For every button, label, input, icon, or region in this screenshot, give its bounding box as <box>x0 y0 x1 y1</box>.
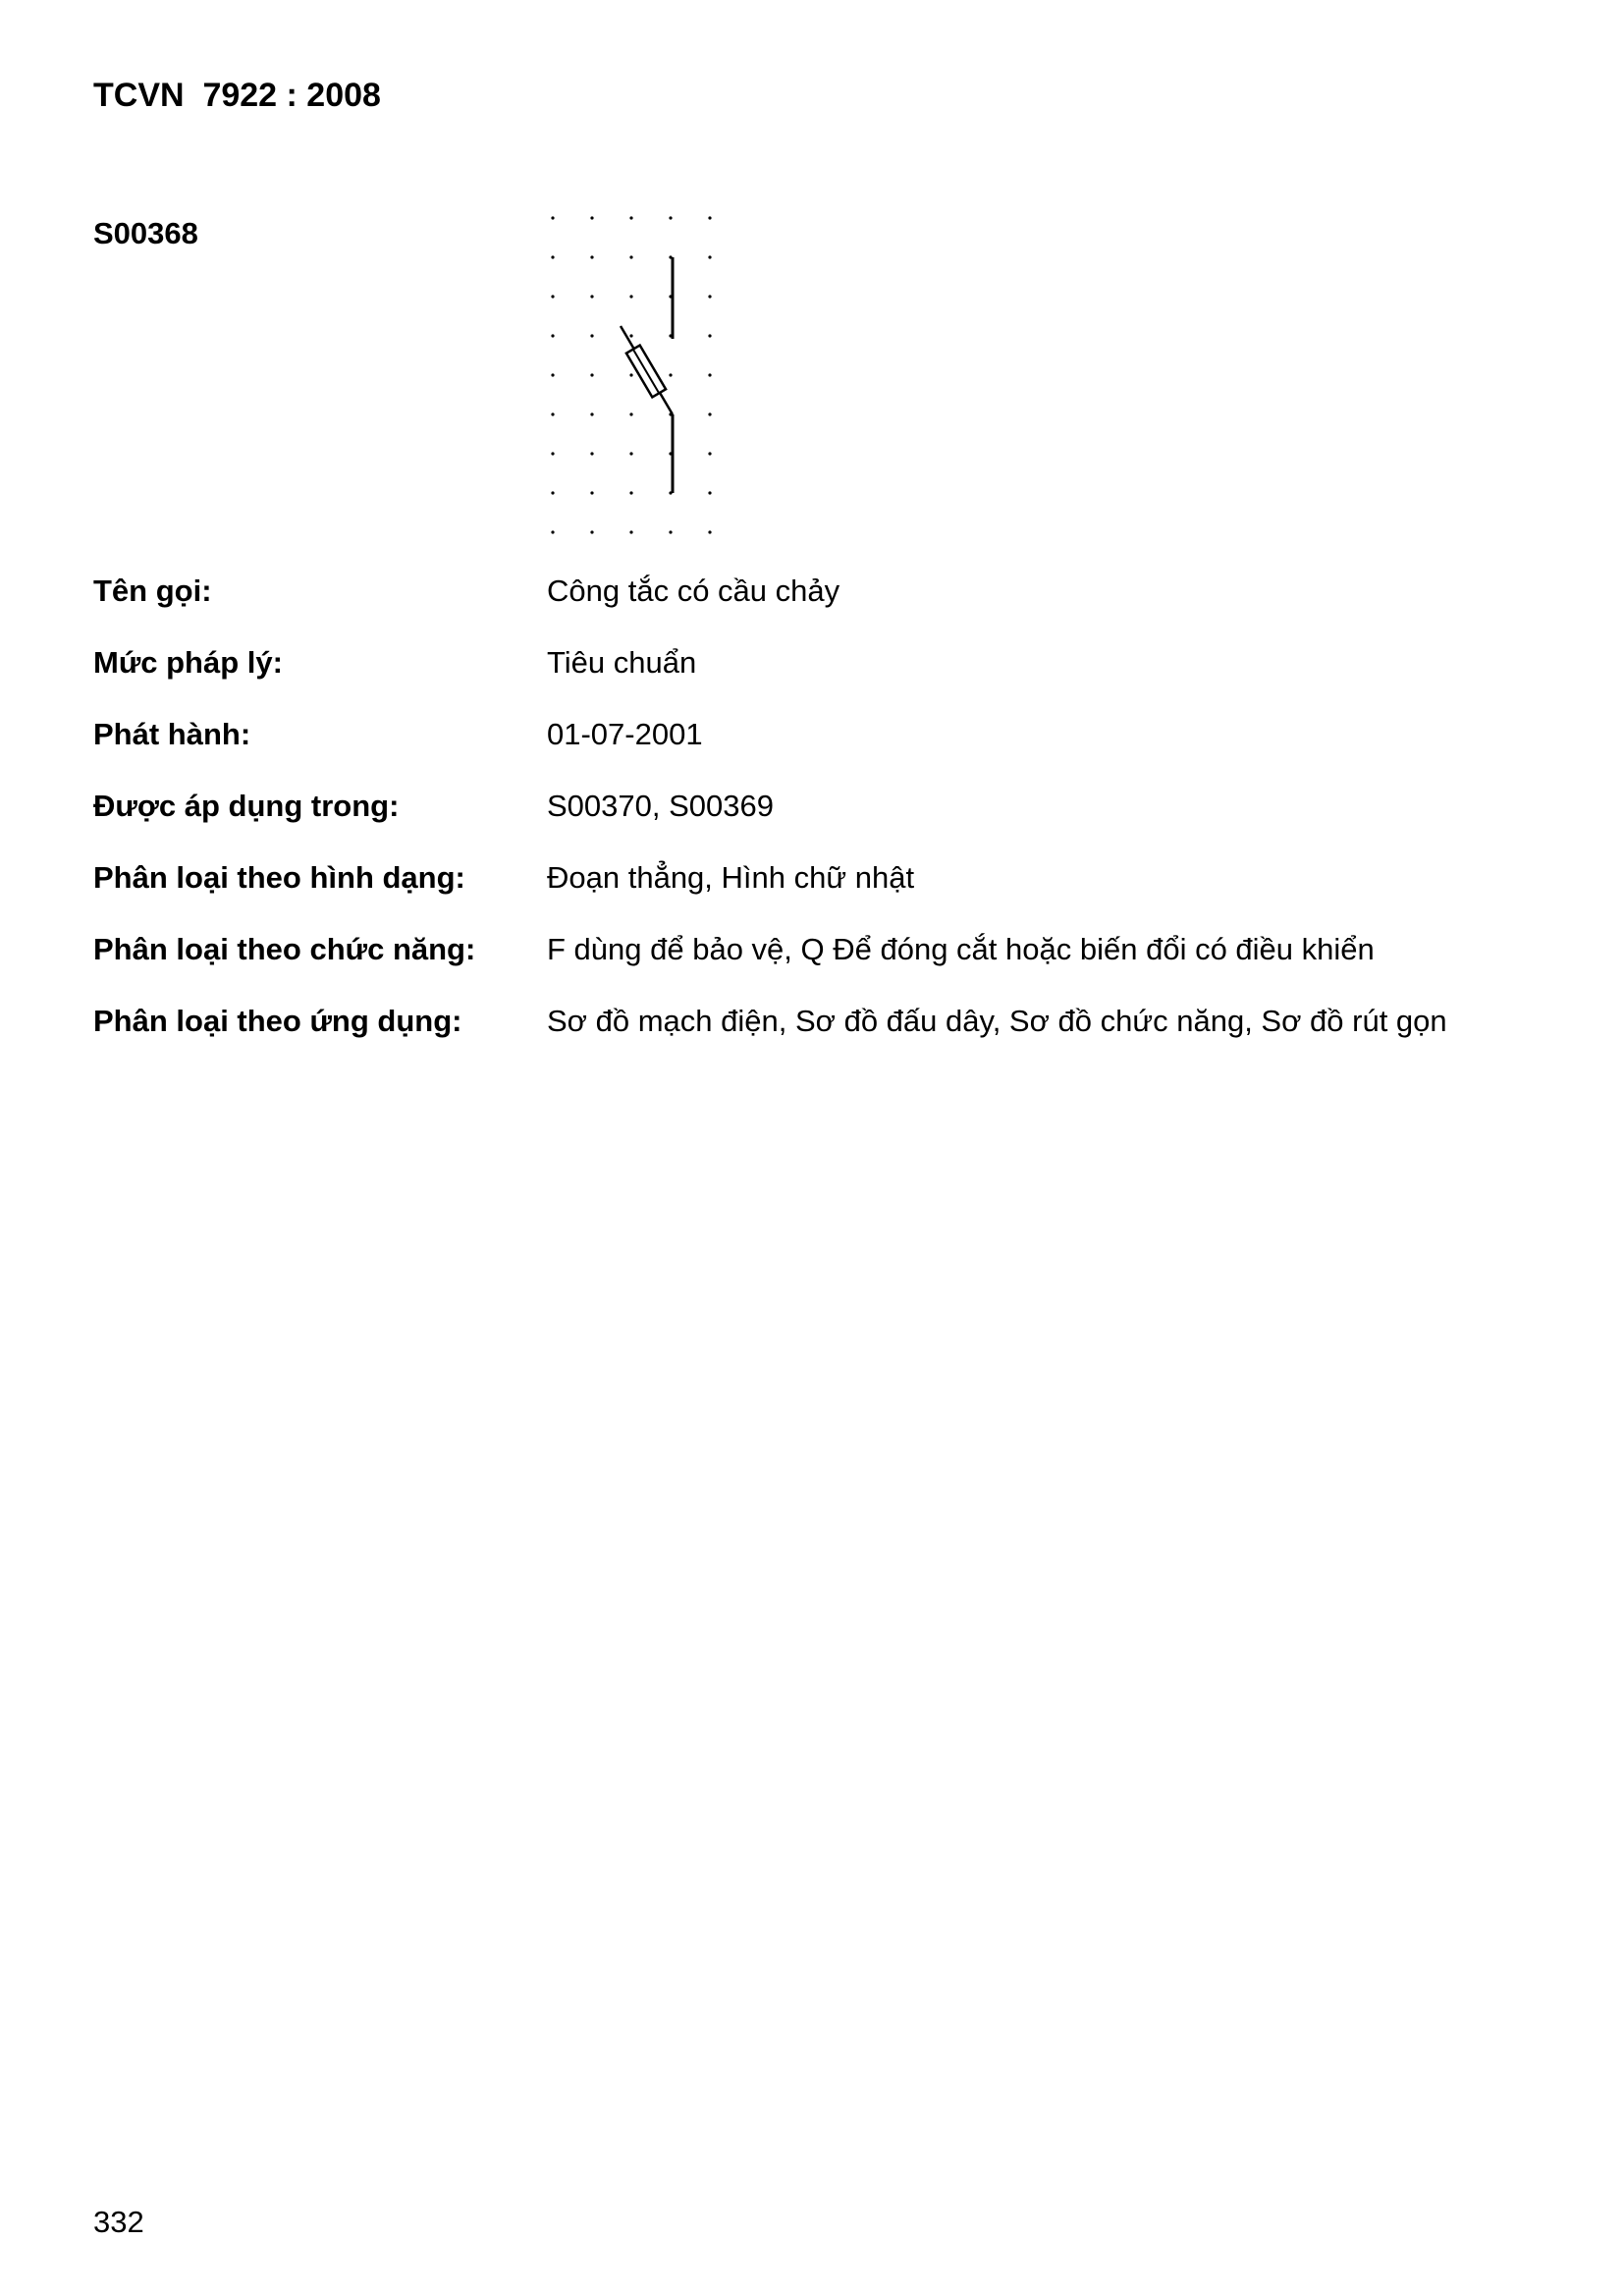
grid-dot <box>551 373 554 376</box>
grid-dot <box>708 295 711 298</box>
grid-dot <box>669 216 672 219</box>
property-label: Phân loại theo ứng dụng: <box>93 1004 462 1038</box>
property-label: Phát hành: <box>93 717 251 751</box>
symbol-code: S00368 <box>93 216 198 250</box>
page-number: 332 <box>93 2205 144 2239</box>
grid-dot <box>669 373 672 376</box>
property-value: F dùng để bảo vệ, Q Để đóng cắt hoặc biến đổi có điều khiển <box>547 932 1375 966</box>
grid-dot <box>590 216 593 219</box>
grid-dot <box>590 295 593 298</box>
grid-dot <box>629 452 632 455</box>
grid-dot <box>708 452 711 455</box>
property-label: Phân loại theo chức năng: <box>93 932 476 966</box>
grid-dot <box>629 216 632 219</box>
grid-dot <box>708 412 711 415</box>
grid-dot <box>629 295 632 298</box>
grid-dot <box>708 373 711 376</box>
property-value: 01-07-2001 <box>547 717 703 751</box>
grid-dot <box>629 530 632 533</box>
fuse-switch-symbol-icon <box>530 196 746 550</box>
grid-dot <box>551 412 554 415</box>
grid-dot <box>551 295 554 298</box>
grid-dot <box>590 530 593 533</box>
grid-dot <box>590 255 593 258</box>
grid-dot <box>590 373 593 376</box>
grid-dot <box>551 255 554 258</box>
property-value: Sơ đồ mạch điện, Sơ đồ đấu dây, Sơ đồ chức năng, Sơ đồ rút gọn <box>547 1004 1447 1038</box>
grid-dot <box>629 255 632 258</box>
grid-dot <box>669 530 672 533</box>
grid-dot <box>708 216 711 219</box>
grid-dot <box>708 530 711 533</box>
property-label: Được áp dụng trong: <box>93 789 400 823</box>
grid-dot <box>590 452 593 455</box>
property-label: Tên gọi: <box>93 574 212 608</box>
grid-dots <box>551 216 711 533</box>
grid-dot <box>708 491 711 494</box>
property-value: S00370, S00369 <box>547 789 774 823</box>
grid-dot <box>551 452 554 455</box>
property-value: Tiêu chuẩn <box>547 645 697 680</box>
standard-header: TCVN 7922 : 2008 <box>93 77 381 114</box>
grid-dot <box>708 255 711 258</box>
grid-dot <box>590 334 593 337</box>
grid-dot <box>551 491 554 494</box>
grid-dot <box>708 334 711 337</box>
grid-dot <box>629 412 632 415</box>
grid-dot <box>629 373 632 376</box>
property-label: Mức pháp lý: <box>93 645 283 680</box>
grid-dot <box>590 412 593 415</box>
grid-dot <box>551 334 554 337</box>
grid-dot <box>629 334 632 337</box>
property-label: Phân loại theo hình dạng: <box>93 860 465 895</box>
grid-dot <box>551 530 554 533</box>
grid-dot <box>551 216 554 219</box>
grid-dot <box>629 491 632 494</box>
property-value: Công tắc có cầu chảy <box>547 574 840 608</box>
property-value: Đoạn thẳng, Hình chữ nhật <box>547 860 915 895</box>
grid-dot <box>590 491 593 494</box>
